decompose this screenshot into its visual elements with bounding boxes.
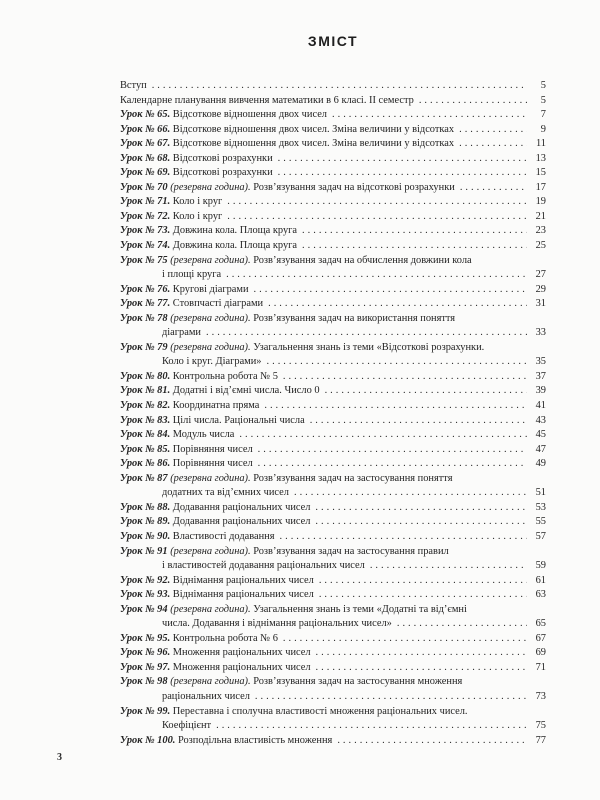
- toc-row: [120, 268, 546, 283]
- entry-lead: [120, 254, 472, 269]
- entry-page-number: 31: [535, 298, 546, 310]
- entry-lead: [120, 515, 310, 530]
- toc-entry: [120, 734, 546, 749]
- entry-page-number: 65: [535, 618, 546, 630]
- toc-row: [120, 603, 546, 618]
- page-number: 3: [57, 752, 62, 763]
- entry-title: Додатні і від’ємні числа. Число 0: [172, 385, 320, 397]
- toc-row: [120, 705, 546, 720]
- lesson-number-prefix: Урок № 90.: [120, 530, 171, 542]
- lesson-number-prefix: Урок № 98: [120, 676, 168, 688]
- entry-lead: [120, 399, 259, 414]
- toc-row: [120, 690, 546, 705]
- entry-page-number: 53: [535, 501, 546, 513]
- entry-page-number: 37: [535, 370, 546, 382]
- toc-entry: [120, 210, 546, 225]
- entry-title: Коло і круг: [172, 210, 223, 222]
- lesson-number-prefix: Урок № 78: [120, 312, 168, 324]
- toc-entry: [120, 705, 546, 734]
- dot-leader: [254, 283, 527, 298]
- toc-entry: [120, 399, 546, 414]
- entry-lead: [120, 108, 327, 123]
- toc-entry: [120, 515, 546, 530]
- toc-row: [120, 617, 546, 632]
- toc-entry: [120, 224, 546, 239]
- dot-leader: [239, 428, 527, 443]
- lesson-number-prefix: Урок № 84.: [120, 429, 171, 441]
- entry-lead: [120, 370, 278, 385]
- entry-title: Вступ: [120, 80, 147, 91]
- lesson-number-prefix: Урок № 99.: [120, 705, 171, 717]
- toc-entry: [120, 675, 546, 704]
- entry-title: Довжина кола. Площа круга: [172, 240, 298, 252]
- entry-lead: [120, 152, 273, 167]
- toc-row: [120, 210, 546, 225]
- lesson-number-prefix: Урок № 92.: [120, 574, 171, 586]
- toc-row: [120, 472, 546, 487]
- entry-page-number: 23: [535, 225, 546, 237]
- entry-lead: [120, 210, 222, 225]
- toc-row: [120, 632, 546, 647]
- toc-row: [120, 486, 546, 501]
- lesson-number-prefix: Урок № 73.: [120, 225, 171, 237]
- entry-title: Додавання раціональних чисел: [172, 516, 311, 528]
- dot-leader: [315, 515, 527, 530]
- lesson-number-prefix: Урок № 67.: [120, 138, 171, 150]
- toc-row: [120, 530, 546, 545]
- entry-page-number: 49: [535, 458, 546, 470]
- entry-title: Розв’язування задач на використання поняття: [253, 312, 456, 324]
- dot-leader: [264, 399, 527, 414]
- toc-row: [120, 384, 546, 399]
- entry-page-number: 5: [540, 80, 546, 91]
- toc-entry: [120, 661, 546, 676]
- entry-page-number: 41: [535, 400, 546, 412]
- dot-leader: [283, 632, 527, 647]
- entry-page-number: 29: [535, 283, 546, 295]
- dot-leader: [459, 123, 527, 138]
- dot-leader: [310, 414, 527, 429]
- toc-row: [120, 719, 546, 734]
- lesson-number-prefix: Урок № 94: [120, 603, 168, 615]
- entry-page-number: 43: [535, 414, 546, 426]
- entry-lead: [120, 181, 455, 196]
- entry-title-continuation: Коло і круг. Діаграми»: [162, 356, 262, 368]
- toc-entry: [120, 646, 546, 661]
- dot-leader: [267, 355, 527, 370]
- toc-row: [120, 574, 546, 589]
- lesson-number-prefix: Урок № 65.: [120, 109, 171, 121]
- dot-leader: [325, 384, 527, 399]
- toc-row: [120, 675, 546, 690]
- entry-page-number: 7: [540, 109, 546, 121]
- toc-entry: [120, 166, 546, 181]
- toc-entry: [120, 239, 546, 254]
- toc-entry: [120, 94, 546, 109]
- dot-leader: [226, 268, 527, 283]
- lesson-number-prefix: Урок № 83.: [120, 414, 171, 426]
- dot-leader: [227, 195, 527, 210]
- entry-page-number: 73: [535, 690, 546, 702]
- toc-entry: [120, 428, 546, 443]
- toc-entry: [120, 472, 546, 501]
- dot-leader: [278, 152, 527, 167]
- entry-lead: [120, 428, 234, 443]
- entry-lead: [120, 384, 320, 399]
- dot-leader: [152, 79, 527, 94]
- toc-row: [120, 137, 546, 152]
- entry-title: Відсоткове відношення двох чисел: [172, 109, 327, 121]
- toc-row: [120, 123, 546, 138]
- entry-page-number: 75: [535, 720, 546, 732]
- entry-lead: [120, 137, 454, 152]
- dot-leader: [459, 137, 527, 152]
- toc-row: [120, 355, 546, 370]
- dot-leader: [332, 108, 527, 123]
- toc-row: [120, 254, 546, 269]
- entry-title: Узагальнення знань із теми «Додатні та від’ємні: [253, 603, 467, 615]
- toc-entry: [120, 254, 546, 283]
- lesson-number-prefix: Урок № 80.: [120, 370, 171, 382]
- dot-leader: [278, 166, 527, 181]
- toc-row: [120, 341, 546, 356]
- lesson-number-prefix: Урок № 95.: [120, 632, 171, 644]
- entry-title: Модуль числа: [172, 429, 235, 441]
- toc-row: [120, 646, 546, 661]
- lesson-number-prefix: Урок № 87: [120, 472, 168, 484]
- toc-entry: [120, 414, 546, 429]
- entry-lead: [120, 705, 468, 720]
- entry-title: Календарне планування вивчення математики в 6 класі. ІІ семестр: [120, 94, 414, 106]
- dot-leader: [302, 239, 527, 254]
- lesson-number-prefix: Урок № 69.: [120, 167, 171, 179]
- entry-title: Властивості додавання: [172, 530, 275, 542]
- entry-title: Додавання раціональних чисел: [172, 501, 311, 513]
- dot-leader: [280, 530, 527, 545]
- entry-page-number: 69: [535, 647, 546, 659]
- toc-row: [120, 283, 546, 298]
- entry-page-number: 67: [535, 632, 546, 644]
- entry-title: Порівняння чисел: [172, 443, 253, 455]
- toc-entry: [120, 603, 546, 632]
- entry-page-number: 21: [535, 210, 546, 222]
- toc-entry: [120, 370, 546, 385]
- lesson-number-prefix: Урок № 97.: [120, 661, 171, 673]
- lesson-number-prefix: Урок № 76.: [120, 283, 171, 295]
- toc-row: [120, 370, 546, 385]
- entry-lead: [120, 734, 332, 749]
- entry-title: Кругові діаграми: [172, 283, 249, 295]
- lesson-number-prefix: Урок № 66.: [120, 123, 171, 135]
- entry-title: Порівняння чисел: [172, 458, 253, 470]
- dot-leader: [419, 94, 527, 109]
- lesson-number-prefix: Урок № 93.: [120, 589, 171, 601]
- entry-page-number: 25: [535, 240, 546, 252]
- dot-leader: [258, 457, 527, 472]
- entry-page-number: 63: [535, 589, 546, 601]
- toc-row: [120, 515, 546, 530]
- toc-row: [120, 79, 546, 94]
- entry-lead: [120, 443, 253, 458]
- toc-entry: [120, 384, 546, 399]
- toc-row: [120, 152, 546, 167]
- entry-lead: [120, 501, 310, 516]
- entry-title: Цілі числа. Раціональні числа: [172, 414, 305, 426]
- lesson-number-prefix: Урок № 81.: [120, 385, 171, 397]
- toc-row: [120, 545, 546, 560]
- entry-title: Віднімання раціональних чисел: [172, 589, 314, 601]
- toc-row: [120, 181, 546, 196]
- toc-entry: [120, 123, 546, 138]
- entry-title: Віднімання раціональних чисел: [172, 574, 314, 586]
- toc-row: [120, 399, 546, 414]
- lesson-number-prefix: Урок № 74.: [120, 240, 171, 252]
- dot-leader: [227, 210, 527, 225]
- entry-title: Переставна і сполучна властивості множення раціональних чисел.: [172, 705, 468, 717]
- entry-title: Стовпчасті діаграми: [172, 298, 264, 310]
- entry-lead: [120, 661, 311, 676]
- entry-page-number: 57: [535, 530, 546, 542]
- entry-page-number: 77: [535, 734, 546, 746]
- toc-entry: [120, 341, 546, 370]
- entry-title: Відсоткові розрахунки: [172, 167, 273, 179]
- dot-leader: [315, 501, 527, 516]
- table-of-contents: [120, 33, 546, 748]
- entry-lead: [120, 123, 454, 138]
- entry-page-number: 45: [535, 429, 546, 441]
- toc-row: [120, 297, 546, 312]
- dot-leader: [319, 588, 527, 603]
- lesson-number-prefix: Урок № 79: [120, 341, 168, 353]
- entry-lead: [120, 414, 305, 429]
- dot-leader: [283, 370, 527, 385]
- entry-lead: [120, 588, 314, 603]
- entry-title: Відсоткове відношення двох чисел. Зміна величини у відсотках: [172, 123, 455, 135]
- reserve-hour-label: (резервна година).: [170, 181, 251, 193]
- lesson-number-prefix: Урок № 86.: [120, 458, 171, 470]
- entry-lead: [120, 195, 222, 210]
- entry-page-number: 17: [535, 181, 546, 193]
- lesson-number-prefix: Урок № 77.: [120, 298, 171, 310]
- entry-lead: [120, 472, 453, 487]
- dot-leader: [370, 559, 527, 574]
- reserve-hour-label: (резервна година).: [170, 341, 251, 353]
- toc-row: [120, 326, 546, 341]
- toc-entry: [120, 283, 546, 298]
- lesson-number-prefix: Урок № 96.: [120, 647, 171, 659]
- entry-title: Розв’язування задач на застосування множення: [253, 676, 463, 688]
- entry-title-continuation: числа. Додавання і віднімання раціональних чисел»: [162, 618, 392, 630]
- toc-row: [120, 224, 546, 239]
- entry-page-number: 35: [535, 356, 546, 368]
- entry-title: Узагальнення знань із теми «Відсоткові розрахунки.: [253, 341, 485, 353]
- dot-leader: [316, 661, 527, 676]
- entry-title: Довжина кола. Площа круга: [172, 225, 298, 237]
- entry-title-continuation: додатних та від’ємних чисел: [162, 487, 289, 499]
- entry-page-number: 47: [535, 443, 546, 455]
- entry-lead: [120, 239, 297, 254]
- entry-page-number: 71: [535, 661, 546, 673]
- lesson-number-prefix: Урок № 72.: [120, 210, 171, 222]
- toc-row: [120, 108, 546, 123]
- toc-entry: [120, 588, 546, 603]
- entry-title: Контрольна робота № 6: [172, 632, 278, 644]
- toc-row: [120, 559, 546, 574]
- toc-entry: [120, 574, 546, 589]
- entry-title-continuation: і площі круга: [162, 269, 222, 281]
- reserve-hour-label: (резервна година).: [170, 545, 251, 557]
- entry-lead: [120, 166, 273, 181]
- toc-row: [120, 734, 546, 749]
- entry-title: Розв’язування задач на обчислення довжини кола: [253, 254, 472, 266]
- entry-lead: [120, 675, 462, 690]
- dot-leader: [316, 646, 527, 661]
- entry-lead: [120, 297, 263, 312]
- entry-title-continuation: і властивостей додавання раціональних чисел: [162, 560, 365, 572]
- entry-page-number: 33: [535, 327, 546, 339]
- toc-entry: [120, 632, 546, 647]
- entry-lead: [120, 632, 278, 647]
- toc-row: [120, 443, 546, 458]
- lesson-number-prefix: Урок № 82.: [120, 400, 171, 412]
- toc-entry: [120, 312, 546, 341]
- entry-lead: [120, 283, 249, 298]
- toc-row: [120, 414, 546, 429]
- dot-leader: [294, 486, 527, 501]
- toc-entry: [120, 530, 546, 545]
- entry-title: Координатна пряма: [172, 400, 260, 412]
- dot-leader: [255, 690, 527, 705]
- entry-title: Відсоткові розрахунки: [172, 152, 273, 164]
- entry-page-number: 51: [535, 487, 546, 499]
- entry-page-number: 5: [540, 94, 546, 106]
- lesson-number-prefix: Урок № 68.: [120, 152, 171, 164]
- lesson-number-prefix: Урок № 100.: [120, 734, 176, 746]
- toc-entry: [120, 79, 546, 94]
- toc-entry: [120, 181, 546, 196]
- entry-lead: [120, 79, 147, 94]
- entry-lead: [120, 224, 297, 239]
- entry-lead: [120, 603, 467, 618]
- toc-row: [120, 661, 546, 676]
- lesson-number-prefix: Урок № 91: [120, 545, 168, 557]
- toc-row: [120, 428, 546, 443]
- entry-title: Відсоткове відношення двох чисел. Зміна величини у відсотках: [172, 138, 455, 150]
- dot-leader: [397, 617, 527, 632]
- entry-page-number: 61: [535, 574, 546, 586]
- entry-lead: [120, 574, 314, 589]
- dot-leader: [216, 719, 527, 734]
- toc-row: [120, 94, 546, 109]
- dot-leader: [206, 326, 527, 341]
- entry-lead: [120, 530, 275, 545]
- toc-row: [120, 195, 546, 210]
- entry-page-number: 9: [540, 123, 546, 135]
- toc-entry: [120, 137, 546, 152]
- lesson-number-prefix: Урок № 75: [120, 254, 168, 266]
- dot-leader: [337, 734, 527, 749]
- dot-leader: [258, 443, 527, 458]
- dot-leader: [302, 224, 527, 239]
- toc-row: [120, 588, 546, 603]
- toc-row: [120, 457, 546, 472]
- dot-leader: [268, 297, 527, 312]
- lesson-number-prefix: Урок № 85.: [120, 443, 171, 455]
- toc-entry: [120, 152, 546, 167]
- toc-row: [120, 501, 546, 516]
- toc-entry: [120, 297, 546, 312]
- entry-page-number: 15: [535, 167, 546, 179]
- entry-lead: [120, 341, 484, 356]
- entry-title: Коло і круг: [172, 196, 223, 208]
- dot-leader: [319, 574, 527, 589]
- entry-lead: [120, 646, 311, 661]
- entry-page-number: 11: [535, 138, 546, 150]
- reserve-hour-label: (резервна година).: [170, 676, 251, 688]
- entry-title-continuation: Коефіцієнт: [162, 720, 212, 732]
- toc-row: [120, 312, 546, 327]
- toc-row: [120, 239, 546, 254]
- entry-title: Розв’язування задач на застосування поняття: [253, 472, 453, 484]
- entry-title-continuation: діаграми: [162, 327, 201, 339]
- entry-lead: [120, 545, 449, 560]
- reserve-hour-label: (резервна година).: [170, 472, 251, 484]
- entry-title: Розподільна властивість множення: [177, 734, 333, 746]
- entry-title: Множення раціональних чисел: [172, 661, 311, 673]
- entry-page-number: 19: [535, 196, 546, 208]
- toc-entry: [120, 108, 546, 123]
- entry-title: Розв’язування задач на застосування правил: [253, 545, 449, 557]
- entry-page-number: 13: [535, 152, 546, 164]
- toc-entry: [120, 545, 546, 574]
- reserve-hour-label: (резервна година).: [170, 603, 251, 615]
- entry-page-number: 55: [535, 516, 546, 528]
- dot-leader: [460, 181, 527, 196]
- entry-page-number: 59: [535, 560, 546, 572]
- lesson-number-prefix: Урок № 70: [120, 181, 168, 193]
- entry-page-number: 39: [535, 385, 546, 397]
- lesson-number-prefix: Урок № 71.: [120, 196, 171, 208]
- reserve-hour-label: (резервна година).: [170, 312, 251, 324]
- reserve-hour-label: (резервна година).: [170, 254, 251, 266]
- toc-list: [120, 79, 546, 748]
- page-title: ЗМІСТ: [307, 33, 359, 49]
- lesson-number-prefix: Урок № 89.: [120, 516, 171, 528]
- toc-row: [120, 166, 546, 181]
- entry-title-continuation: раціональних чисел: [162, 690, 250, 702]
- entry-title: Контрольна робота № 5: [172, 370, 278, 382]
- entry-lead: [120, 94, 414, 109]
- toc-entry: [120, 457, 546, 472]
- entry-title: Розв’язування задач на відсоткові розрахунки: [253, 181, 455, 193]
- entry-lead: [120, 457, 253, 472]
- entry-page-number: 27: [535, 269, 546, 281]
- toc-entry: [120, 501, 546, 516]
- entry-title: Множення раціональних чисел: [172, 647, 311, 659]
- toc-entry: [120, 195, 546, 210]
- lesson-number-prefix: Урок № 88.: [120, 501, 171, 513]
- toc-entry: [120, 443, 546, 458]
- entry-lead: [120, 312, 455, 327]
